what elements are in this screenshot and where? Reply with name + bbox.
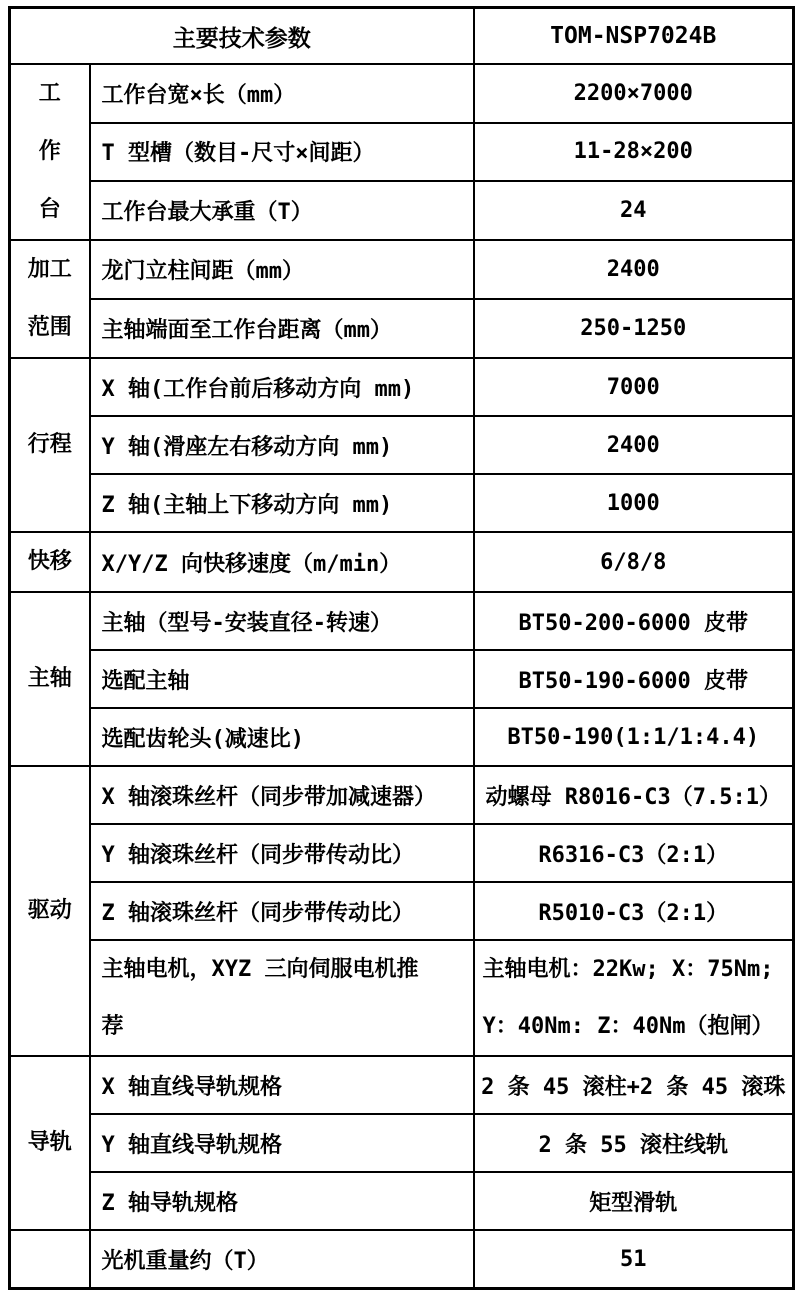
value-cell: 2400: [474, 416, 794, 474]
group-label-cell: [10, 1230, 90, 1289]
spec-row: [10, 240, 794, 299]
group-label-cell: [10, 766, 90, 1056]
value-cell: R5010-C3（2:1）: [474, 882, 794, 940]
value-cell: 6/8/8: [474, 532, 794, 592]
param-cell: Z 轴(主轴上下移动方向 mm): [90, 474, 474, 532]
value-cell: 2 条 55 滚柱线轨: [474, 1114, 794, 1172]
value-cell: BT50-200-6000 皮带: [474, 592, 794, 650]
param-cell: 龙门立柱间距（mm）: [90, 240, 474, 299]
value-cell: 11-28×200: [474, 123, 794, 182]
value-cell: 7000: [474, 358, 794, 416]
group-label-cell: [10, 1056, 90, 1230]
spec-row: [10, 824, 794, 882]
spec-row: [10, 708, 794, 766]
spec-row: [10, 474, 794, 532]
group-label-line: 驱动: [27, 898, 72, 923]
value-cell: BT50-190(1:1/1:4.4): [474, 708, 794, 766]
spec-table: [8, 6, 795, 1290]
spec-row: [10, 650, 794, 708]
spec-row: [10, 123, 794, 182]
value-cell: 24: [474, 181, 794, 240]
value-cell: 2 条 45 滚柱+2 条 45 滚珠: [474, 1056, 794, 1114]
param-cell: Y 轴直线导轨规格: [90, 1114, 474, 1172]
model-number: TOM-NSP7024B: [474, 8, 794, 65]
spec-row: [10, 592, 794, 650]
value-cell: 矩型滑轨: [474, 1172, 794, 1230]
param-cell: X 轴滚珠丝杆（同步带加减速器）: [90, 766, 474, 824]
value-cell: BT50-190-6000 皮带: [474, 650, 794, 708]
param-cell: Y 轴(滑座左右移动方向 mm): [90, 416, 474, 474]
group-label-cell: [10, 592, 90, 766]
param-cell: 主轴端面至工作台距离（mm）: [90, 299, 474, 358]
group-label-line: 导轨: [27, 1130, 72, 1155]
group-label-line: 台: [38, 197, 61, 222]
group-label-line: 行程: [27, 432, 72, 457]
spec-row: [10, 1230, 794, 1289]
spec-row: [10, 358, 794, 416]
param-cell: [90, 940, 474, 1056]
spec-row: [10, 532, 794, 592]
param-cell: X 轴(工作台前后移动方向 mm): [90, 358, 474, 416]
param-cell: 选配齿轮头(减速比): [90, 708, 474, 766]
value-cell: 250-1250: [474, 299, 794, 358]
spec-row: [10, 882, 794, 940]
group-label-line: 工: [38, 81, 61, 106]
param-cell: 光机重量约（T）: [90, 1230, 474, 1289]
value-cell: 51: [474, 1230, 794, 1289]
group-label-line: 作: [38, 139, 61, 164]
param-cell: Y 轴滚珠丝杆（同步带传动比）: [90, 824, 474, 882]
param-cell: T 型槽（数目-尺寸×间距）: [90, 123, 474, 182]
table-title: 主要技术参数: [10, 8, 474, 65]
spec-table-body: [10, 64, 794, 1289]
group-label-cell: [10, 240, 90, 358]
group-label-cell: [10, 358, 90, 532]
spec-row: [10, 181, 794, 240]
spec-row: [10, 766, 794, 824]
group-label-line: 加工: [27, 257, 72, 282]
spec-row: [10, 940, 794, 1056]
spec-row: [10, 1114, 794, 1172]
param-cell: 工作台最大承重（T）: [90, 181, 474, 240]
param-cell: 主轴（型号-安装直径-转速）: [90, 592, 474, 650]
group-label-cell: [10, 532, 90, 592]
spec-row: [10, 416, 794, 474]
value-cell: 动螺母 R8016-C3（7.5:1）: [474, 766, 794, 824]
param-cell: 选配主轴: [90, 650, 474, 708]
param-cell: X/Y/Z 向快移速度（m/min）: [90, 532, 474, 592]
param-cell: 工作台宽×长（mm）: [90, 64, 474, 123]
spec-row: [10, 299, 794, 358]
value-cell: 2200×7000: [474, 64, 794, 123]
param-cell: Z 轴导轨规格: [90, 1172, 474, 1230]
group-label-line: 范围: [27, 315, 72, 340]
param-cell: X 轴直线导轨规格: [90, 1056, 474, 1114]
group-label-line: 主轴: [27, 666, 72, 691]
header-row: [10, 8, 794, 65]
value-cell: 主轴电机：22Kw; X：75Nm; Y：40Nm: Z：40Nm（抱闸）: [474, 940, 794, 1056]
value-cell: 2400: [474, 240, 794, 299]
group-label-line: 快移: [27, 549, 72, 574]
spec-row: [10, 1056, 794, 1114]
param-cell: Z 轴滚珠丝杆（同步带传动比）: [90, 882, 474, 940]
spec-row: [10, 1172, 794, 1230]
group-label-cell: [10, 64, 90, 240]
value-cell: R6316-C3（2:1）: [474, 824, 794, 882]
value-cell: 1000: [474, 474, 794, 532]
spec-row: [10, 64, 794, 123]
param-text: 主轴电机，XYZ 三向伺服电机推荐: [101, 957, 419, 1039]
